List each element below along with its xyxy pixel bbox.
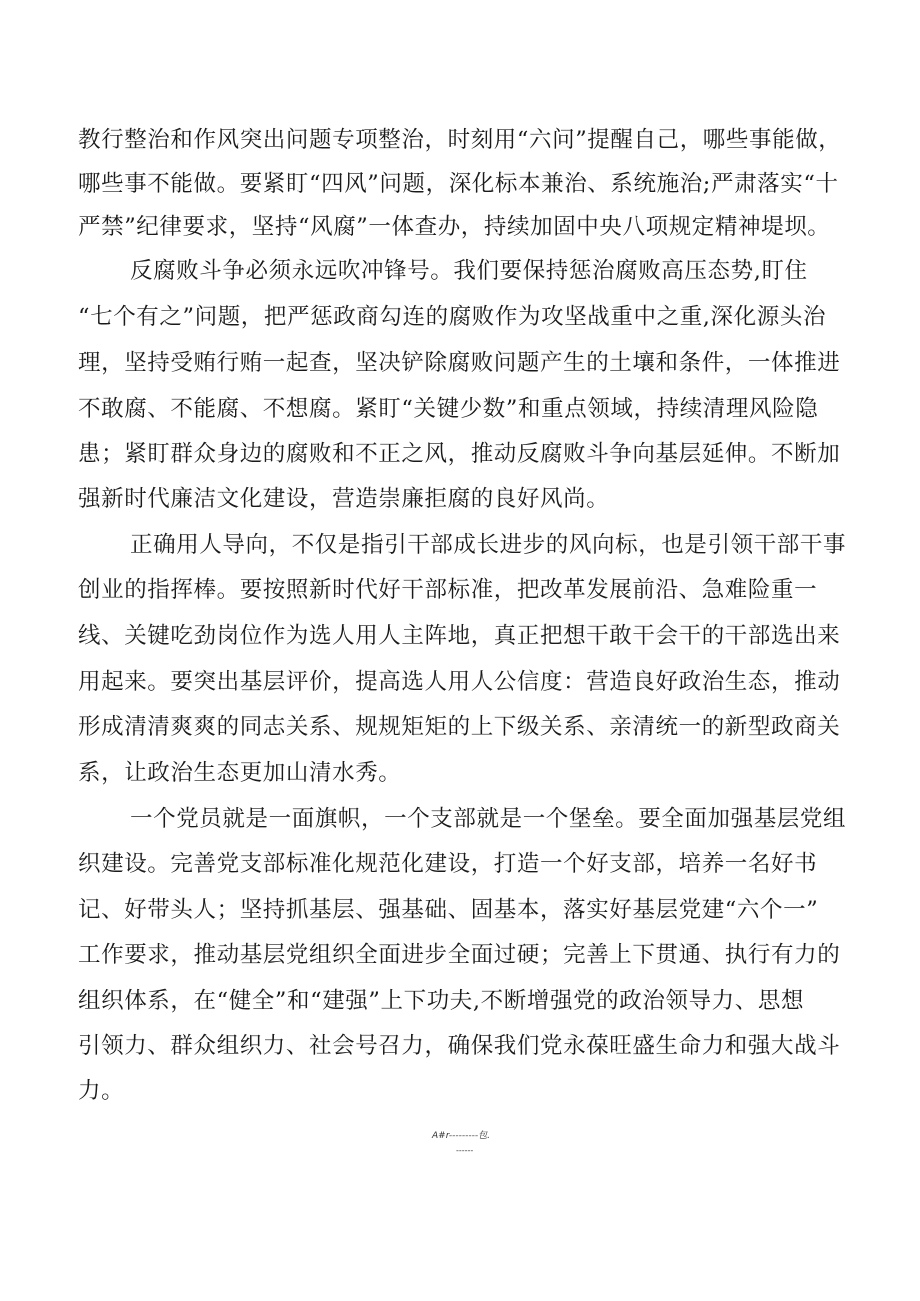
text-line: 组织体系，在“健全”和“建强”上下功夫,不断增强党的政治领导力、思想 [78,988,805,1014]
text-line: 理，坚持受贿行贿一起查，坚决铲除腐败问题产生的土壤和条件，一体推进 [78,350,841,376]
text-line: 教行整治和作风突出问题专项整治，时刻用“六问”提醒自己，哪些事能做， [78,127,842,153]
text-line: 力。 [78,1078,125,1104]
page-footer-mark: A#r---------包. [432,1131,490,1141]
text-line: 引领力、群众组织力、社会号召力，确保我们党永葆旺盛生命力和强大战斗 [78,1033,841,1059]
page-footer-dashes: ------ [456,1146,474,1155]
text-line: 记、好带头人；坚持抓基层、强基础、固基本，落实好基层党建“六个一” [78,897,819,923]
text-line: 工作要求，推动基层党组织全面进步全面过硬；完善上下贯通、执行有力的 [78,942,841,968]
text-line: 创业的指挥棒。要按照新时代好干部标准，把改革发展前沿、急难险重一 [78,577,818,603]
text-line: 线、关键吃劲岗位作为选人用人主阵地，真正把想干敢干会干的干部选出来 [78,623,841,649]
text-line: 患；紧盯群众身边的腐败和不正之风，推动反腐败斗争向基层延伸。不断加 [78,441,841,467]
text-line: 织建设。完善党支部标准化规范化建设，打造一个好支部，培养一名好书 [78,851,818,877]
text-line: 用起来。要突出基层评价，提高选人用人公信度：营造良好政治生态，推动 [78,669,841,695]
text-line: 一个党员就是一面旗帜，一个支部就是一个堡垒。要全面加强基层党组 [130,806,847,832]
text-line: 系，让政治生态更加山清水秀。 [78,760,402,786]
text-line: 严禁”纪律要求，坚持“风腐”一体查办，持续加固中央八项规定精神堤坝。 [78,214,831,240]
text-line: “七个有之”问题，把严惩政商勾连的腐败作为攻坚战重中之重,深化源头治 [78,304,827,330]
text-line: 强新时代廉洁文化建设，营造崇廉拒腐的良好风尚。 [78,486,610,512]
text-line: 不敢腐、不能腐、不想腐。紧盯“关键少数”和重点领域，持续清理风险隐 [78,396,819,422]
text-line: 正确用人导向，不仅是指引干部成长进步的风向标，也是引领干部干事 [130,532,847,558]
text-line: 反腐败斗争必须永远吹冲锋号。我们要保持惩治腐败高压态势,盯住 [130,258,808,284]
text-line: 哪些事不能做。要紧盯“四风”问题，深化标本兼治、系统施治;严肃落实“十 [78,171,839,197]
text-line: 形成清清爽爽的同志关系、规规矩矩的上下级关系、亲清统一的新型政商关 [78,714,841,740]
